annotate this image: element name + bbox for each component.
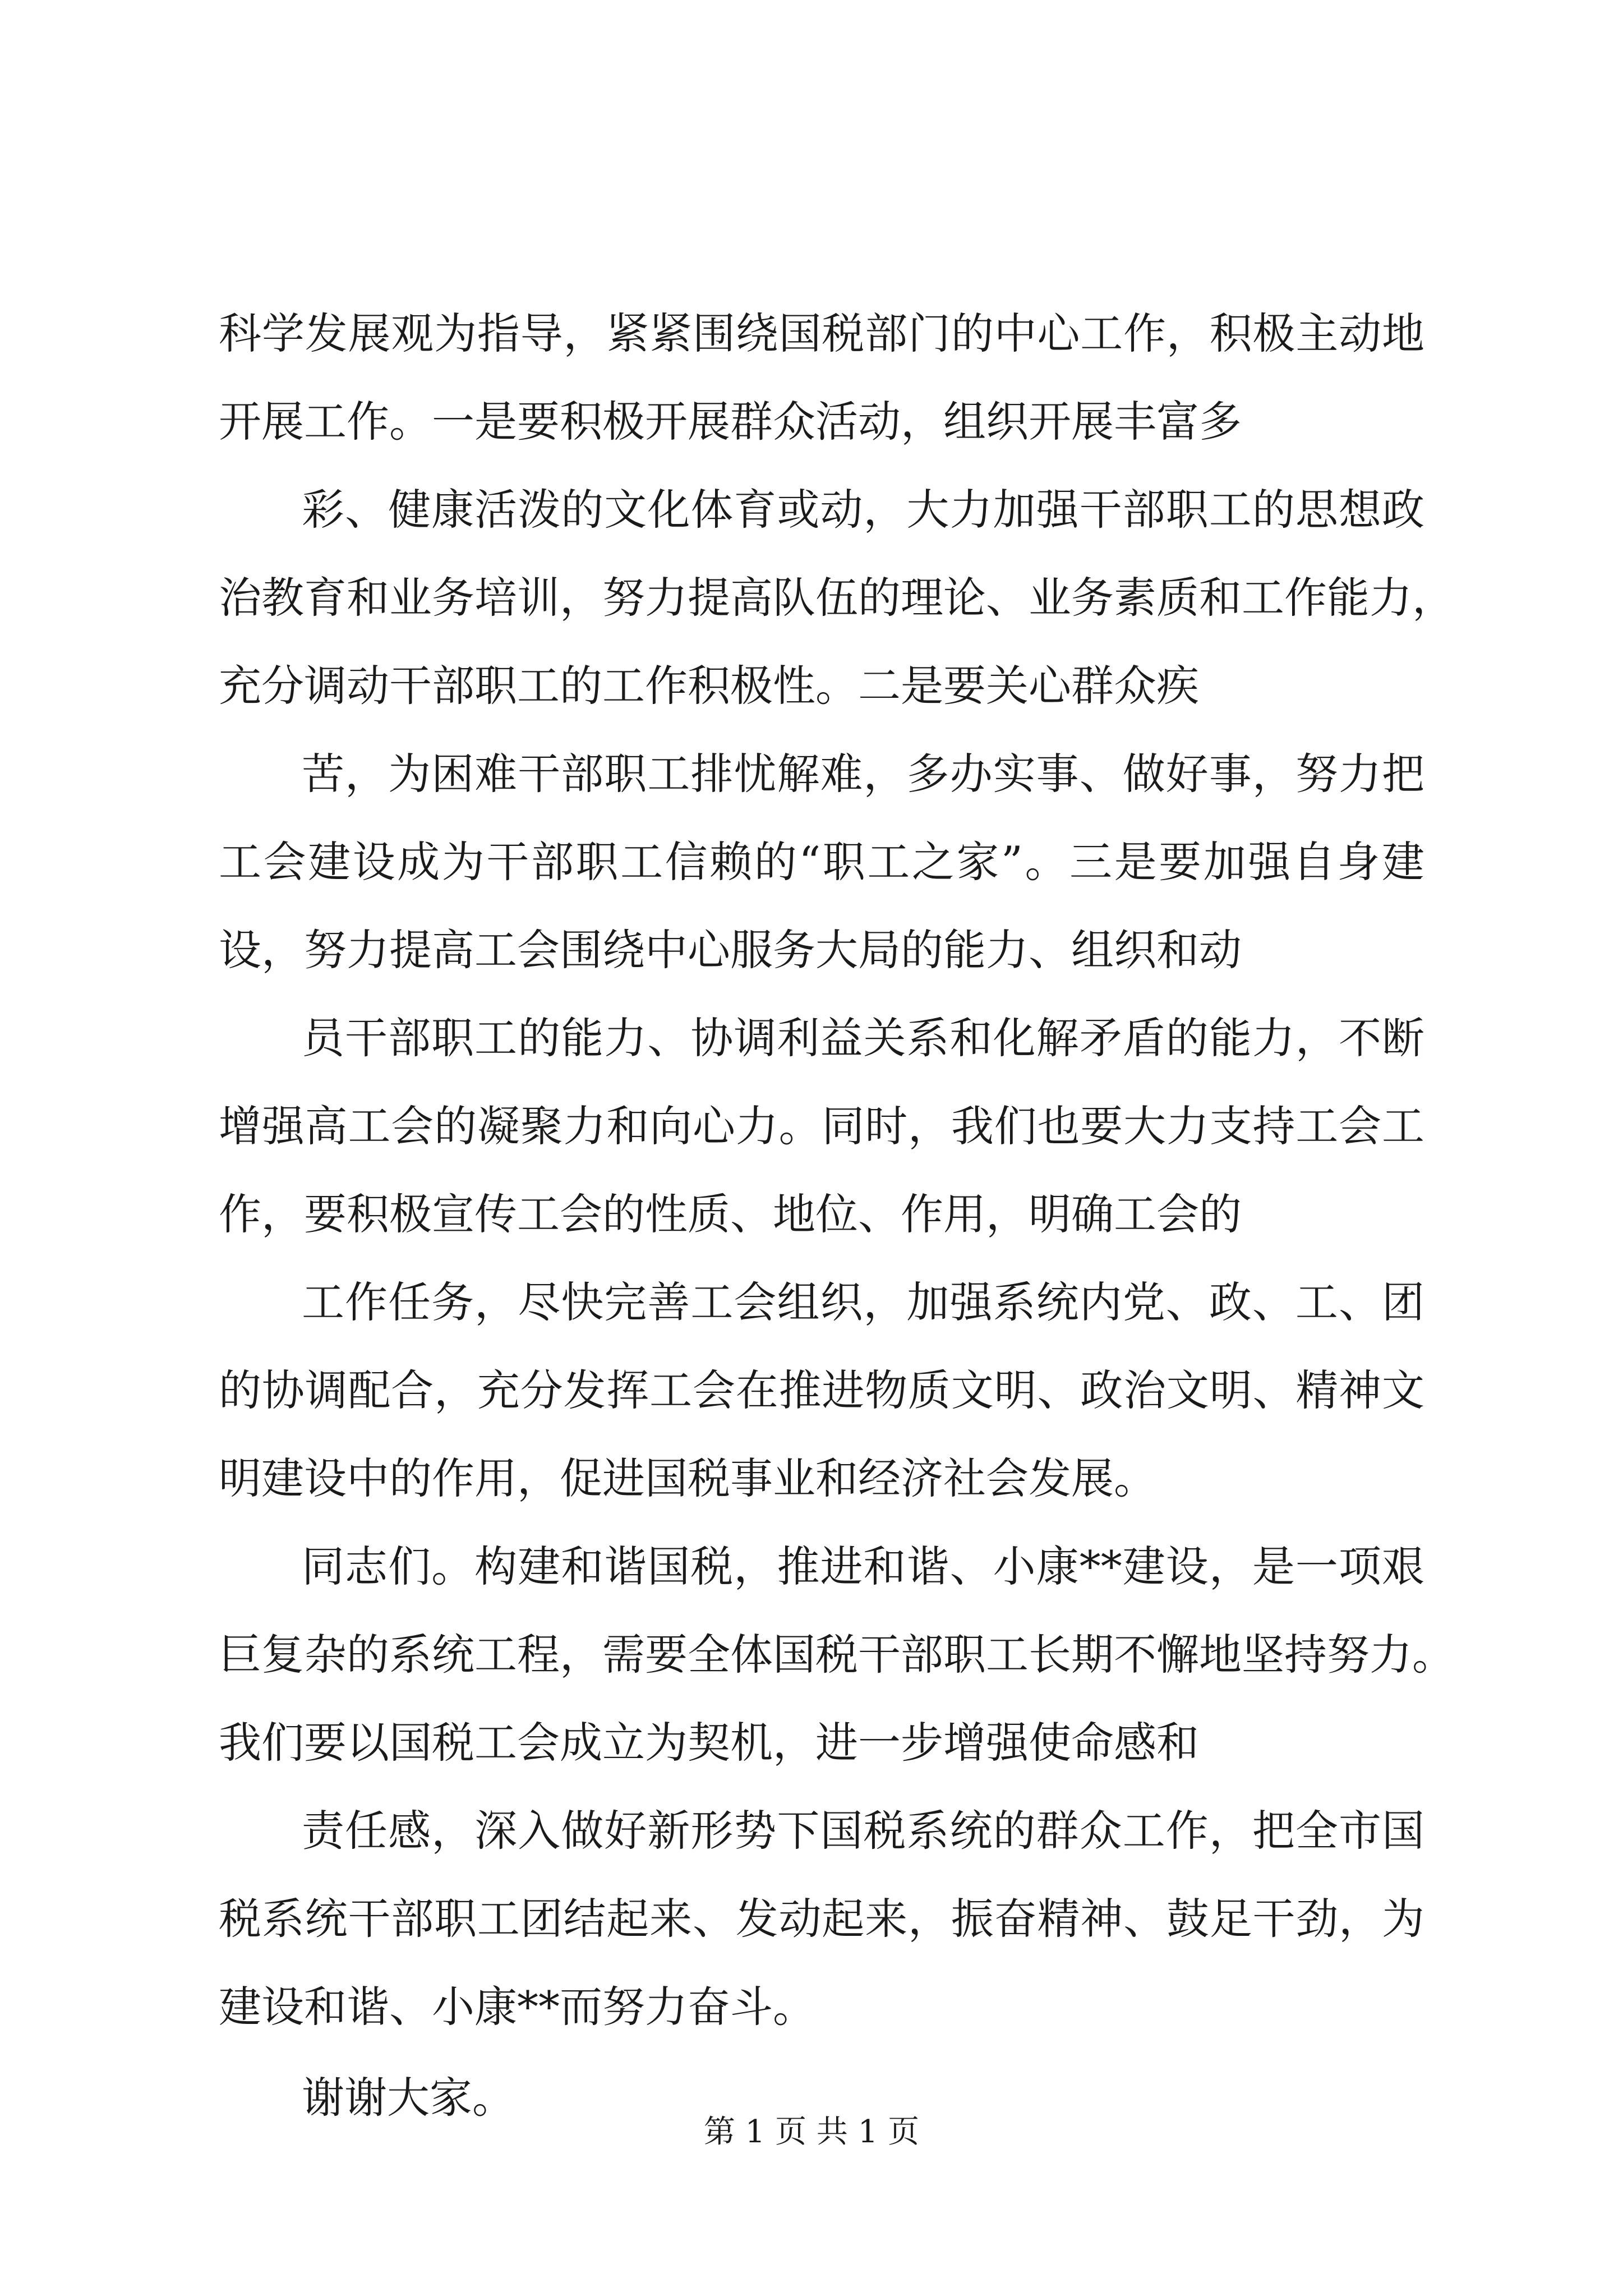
text-line: 税系统干部职工团结起来、发动起来，振奋精神、鼓足干劲，为 bbox=[219, 1894, 1424, 1944]
text-line: 治教育和业务培训，努力提高队伍的理论、业务素质和工作能力， bbox=[219, 573, 1455, 623]
text-line: 巨复杂的系统工程，需要全体国税干部职工长期不懈地坚持努力。 bbox=[219, 1630, 1455, 1680]
text-line: 充分调动干部职工的工作积极性。二是要关心群众疾 bbox=[219, 661, 1199, 711]
text-line: 责任感，深入做好新形势下国税系统的群众工作，把全市国 bbox=[302, 1806, 1424, 1856]
text-line: 谢谢大家。 bbox=[302, 2073, 515, 2123]
text-line: 我们要以国税工会成立为契机，进一步增强使命感和 bbox=[219, 1718, 1199, 1768]
text-line: 同志们。构建和谐国税，推进和谐、小康**建设，是一项艰 bbox=[302, 1542, 1424, 1591]
text-line: 科学发展观为指导，紧紧围绕国税部门的中心工作，积极主动地 bbox=[219, 309, 1424, 358]
text-line: 苦，为困难干部职工排忧解难，多办实事、做好事，努力把 bbox=[302, 749, 1424, 799]
text-line: 彩、健康活泼的文化体育或动，大力加强干部职工的思想政 bbox=[302, 485, 1424, 535]
text-line: 设，努力提高工会围绕中心服务大局的能力、组织和动 bbox=[219, 925, 1242, 975]
text-line: 作，要积极宣传工会的性质、地位、作用，明确工会的 bbox=[219, 1189, 1242, 1239]
text-line: 增强高工会的凝聚力和向心力。同时，我们也要大力支持工会工 bbox=[219, 1101, 1424, 1151]
text-line: 工作任务，尽快完善工会组织，加强系统内党、政、工、团 bbox=[302, 1277, 1424, 1327]
text-line: 建设和谐、小康**而努力奋斗。 bbox=[219, 1982, 815, 2032]
page-footer: 第 1 页 共 1 页 bbox=[703, 2114, 920, 2150]
text-line: 明建设中的作用，促进国税事业和经济社会发展。 bbox=[219, 1453, 1156, 1503]
text-line: 工会建设成为干部职工信赖的“职工之家”。三是要加强自身建 bbox=[219, 837, 1424, 887]
text-line: 的协调配合，充分发挥工会在推进物质文明、政治文明、精神文 bbox=[219, 1365, 1424, 1415]
text-line: 开展工作。一是要积极开展群众活动，组织开展丰富多 bbox=[219, 397, 1242, 447]
text-line: 员干部职工的能力、协调利益关系和化解矛盾的能力，不断 bbox=[302, 1013, 1424, 1063]
